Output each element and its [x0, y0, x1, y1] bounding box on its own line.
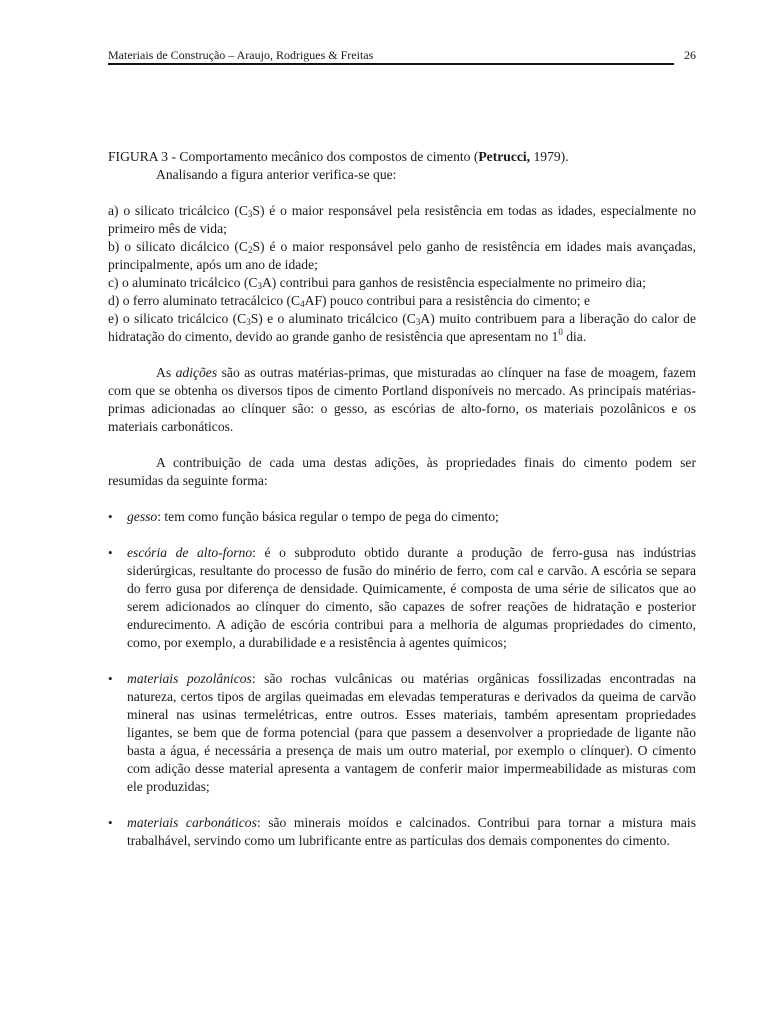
spacer: [108, 652, 696, 670]
figure-caption: FIGURA 3 - Comportamento mecânico dos compostos de cimento (Petrucci, 1979).: [108, 149, 569, 164]
bullet-term: gesso: [127, 509, 158, 524]
bullet-icon: •: [108, 509, 113, 524]
bullet-carbonaticos: • materiais carbonáticos: são minerais moídos e calcinados. Contribui para tornar a mistura mais trabalhável, servindo como um lubrificante entre as partículas dos demais componentes do cimento.: [108, 815, 696, 848]
bullet-icon: •: [108, 815, 113, 830]
paragraph-contribuicao: A contribuição de cada uma destas adições, às propriedades finais do cimento podem ser resumidas da seguinte forma:: [108, 455, 696, 488]
page-number: 26: [684, 48, 696, 62]
spacer: [108, 526, 696, 544]
spacer: [108, 346, 696, 364]
list-item-d: d) o ferro aluminato tetracálcico $(C_4AF)$ pouco contribui para a resistência do cimento; e: [108, 293, 591, 309]
intro-paragraph: Analisando a figura anterior verifica-se que:: [156, 167, 397, 182]
header-rule: [108, 63, 674, 65]
body-text: [108, 148, 696, 850]
list-item-e: e) o silicato tricálcico $(C_3S)$ e o aluminato tricálcico $(C_3A)$ muito contribuem para a liberação do calor de hidratação do cimento, devido ao grande ganho de resistência que apresentam no $1^0$ dia.: [108, 311, 696, 344]
additions-list: [108, 508, 696, 850]
list-item-c: c) o aluminato tricálcico $(C_3A)$ contribui para ganhos de resistência especialmente no primeiro dia;: [108, 275, 646, 291]
paragraph-adicoes: As adições são as outras matérias-primas, que misturadas ao clínquer na fase de moagem, fazem com que se obtenha os diversos tipos de cimento Portland disponíveis no mercado. As principais matérias-primas adicionadas ao clínquer são: o gesso, as escórias de alto-forno, os materiais pozolânicos e os materiais carbonáticos.: [108, 365, 696, 434]
bullet-escoria: • escória de alto-forno: é o subproduto obtido durante a produção de ferro-gusa nas indústrias siderúrgicas, resultante do processo de fusão do minério de ferro, com cal e carvão. A escória se separa do ferro gusa por diferença de densidade. Quimicamente, é composta de uma série de silicatos que ao serem adicionados ao clínquer do cimento, são capazes de sofrer reações de hidratação e posterior endurecimento. A adição de escória contribui para a melhoria de algumas propriedades do cimento, como, por exemplo, a durabilidade e a resistência à agentes químicos;: [108, 545, 697, 650]
spacer: [108, 796, 696, 814]
spacer: [108, 184, 696, 202]
list-item-a: a) o silicato tricálcico $(C_3S)$ é o maior responsável pela resistência em todas as idades, especialmente no primeiro mês de vida;: [108, 203, 696, 236]
term-adicoes: adições: [175, 365, 218, 380]
bullet-icon: •: [108, 545, 113, 560]
bullet-pozolanicos: • materiais pozolânicos: são rochas vulcânicas ou matérias orgânicas fossilizadas encontradas na natureza, certos tipos de argilas queimadas em elevadas temperaturas e derivados da queima de carvão mineral nas usinas termelétricas, entre outros. Esses materiais, também apresentam propriedades ligantes, se bem que de forma potencial (para que passem a desenvolver a propriedade de ligante não basta a água, é necessária a presença de mais um outro material, por exemplo o clínquer). O cimento com adição desse material apresenta a vantagem de conferir maior impermeabilidade as misturas com ele produzidas;: [108, 671, 697, 794]
spacer: [108, 436, 696, 454]
bullet-icon: •: [108, 671, 113, 686]
bullet-gesso: • gesso: tem como função básica regular o tempo de pega do cimento;: [108, 509, 499, 524]
list-item-b: b) o silicato dicálcico $(C_2S)$ é o maior responsável pelo ganho de resistência em idades mais avançadas, principalmente, após um ano de idade;: [108, 239, 696, 272]
header-title: Materiais de Construção – Araujo, Rodrigues & Freitas: [108, 48, 374, 62]
bullet-term: materiais pozolânicos: [127, 671, 252, 686]
spacer: [108, 490, 696, 508]
bullet-term: escória de alto-forno: [127, 545, 253, 560]
caption-author: Petrucci,: [478, 149, 531, 164]
bullet-term: materiais carbonáticos: [127, 815, 257, 830]
